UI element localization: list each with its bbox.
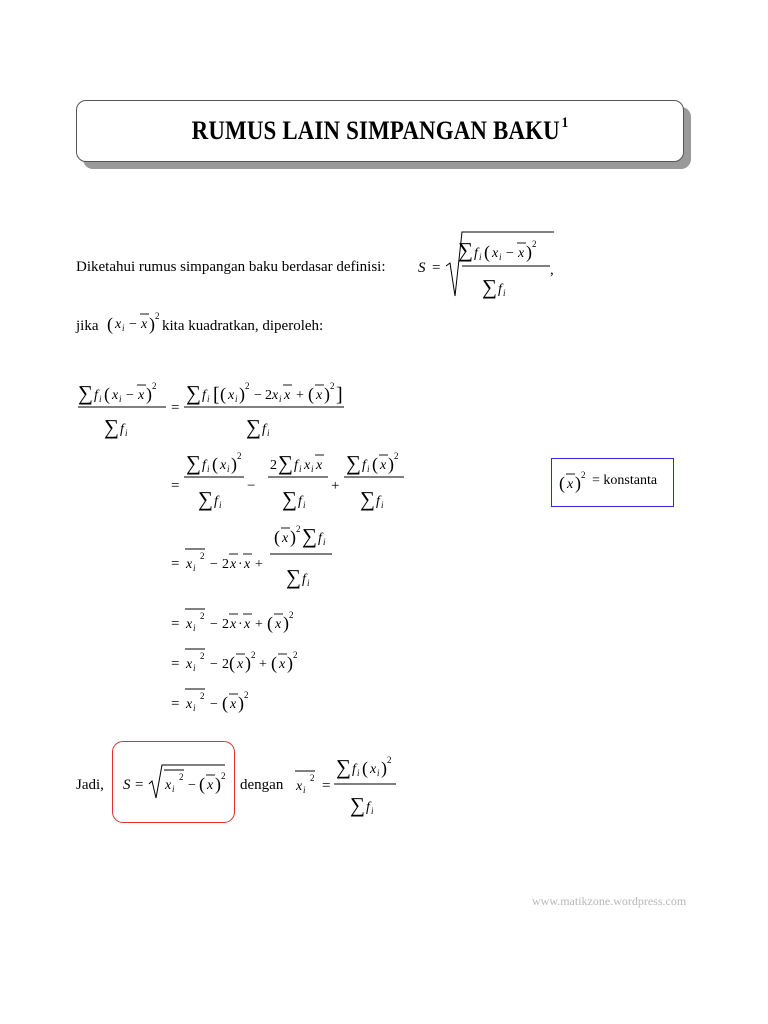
svg-text:x: x — [275, 617, 282, 632]
svg-text:(: ( — [222, 693, 228, 713]
svg-text:(: ( — [229, 653, 235, 673]
svg-text:): ) — [324, 384, 330, 404]
svg-text:x: x — [370, 762, 377, 777]
svg-text:+: + — [255, 617, 263, 632]
footer-url: www.matikzone.wordpress.com — [532, 894, 687, 908]
svg-text:f: f — [202, 388, 206, 403]
step5 — [171, 649, 298, 674]
svg-text:): ) — [287, 653, 293, 673]
svg-text:): ) — [231, 454, 237, 474]
svg-text:∑: ∑ — [346, 451, 361, 475]
svg-text:f: f — [262, 422, 266, 437]
svg-text:x: x — [115, 317, 122, 332]
svg-text:2: 2 — [251, 650, 256, 660]
svg-text:f: f — [302, 572, 306, 587]
svg-text:2: 2 — [200, 611, 205, 621]
jika-prefix: jika — [76, 318, 99, 334]
svg-text:): ) — [575, 473, 581, 493]
svg-text:−: − — [254, 388, 262, 403]
svg-text:): ) — [149, 314, 155, 334]
svg-text:−: − — [247, 478, 256, 494]
svg-text:x: x — [186, 557, 193, 572]
svg-text:i: i — [172, 784, 175, 794]
svg-text:2: 2 — [532, 239, 537, 249]
svg-text:f: f — [202, 458, 206, 473]
svg-text:(: ( — [199, 774, 205, 794]
svg-text:f: f — [362, 458, 366, 473]
svg-text:): ) — [245, 653, 251, 673]
step1-rhs — [184, 381, 344, 439]
svg-text:x: x — [186, 617, 193, 632]
svg-text:i: i — [207, 464, 210, 474]
svg-text:(: ( — [107, 314, 113, 334]
svg-text:i: i — [193, 663, 196, 673]
svg-text:2: 2 — [265, 388, 272, 403]
svg-text:(: ( — [104, 384, 110, 404]
svg-text:(: ( — [274, 527, 280, 547]
page-title: RUMUS LAIN SIMPANGAN BAKU $^1$ — [191, 115, 569, 145]
svg-text:∑: ∑ — [336, 755, 351, 779]
svg-text:2: 2 — [581, 470, 586, 480]
svg-text:i: i — [479, 252, 482, 262]
derivation-steps — [70, 362, 470, 732]
svg-text:(: ( — [372, 454, 378, 474]
svg-text:∑: ∑ — [302, 524, 317, 548]
svg-text:=: = — [171, 400, 180, 416]
svg-text:2: 2 — [245, 381, 250, 391]
svg-text:x: x — [228, 388, 235, 403]
svg-text:2: 2 — [222, 657, 229, 672]
svg-text:∑: ∑ — [286, 565, 301, 589]
svg-text:f: f — [376, 494, 380, 509]
svg-text:x: x — [316, 388, 323, 403]
svg-text:f: f — [318, 531, 322, 546]
svg-text:x: x — [230, 557, 237, 572]
svg-text:·: · — [238, 557, 243, 572]
svg-text:i: i — [119, 394, 122, 404]
svg-text:i: i — [499, 252, 502, 262]
svg-text:x: x — [272, 388, 279, 403]
svg-text:2: 2 — [222, 617, 229, 632]
svg-text:x: x — [230, 697, 237, 712]
svg-text:i: i — [193, 623, 196, 633]
svg-text:∑: ∑ — [278, 451, 293, 475]
svg-text:=: = — [322, 778, 331, 794]
svg-text:∑: ∑ — [78, 381, 93, 405]
dengan-label: dengan — [240, 777, 284, 793]
svg-text:2: 2 — [270, 458, 277, 473]
definition-formula — [412, 222, 562, 302]
svg-text:2: 2 — [244, 690, 249, 700]
svg-text:(: ( — [308, 384, 314, 404]
svg-text:f: f — [366, 800, 370, 815]
intro-text: Diketahui rumus simpangan baku berdasar definisi: — [76, 259, 386, 275]
svg-text:(: ( — [362, 758, 368, 778]
svg-text:−: − — [129, 317, 137, 332]
svg-text:=: = — [135, 777, 144, 793]
svg-text:−: − — [506, 246, 514, 261]
jika-suffix: kita kuadratkan, diperoleh: — [162, 318, 324, 334]
svg-text:2: 2 — [221, 771, 226, 781]
svg-text:x: x — [316, 458, 323, 473]
svg-text:=: = — [171, 556, 180, 572]
svg-text:2: 2 — [155, 311, 160, 321]
svg-text:x: x — [567, 477, 574, 492]
svg-text:S: S — [418, 260, 426, 276]
svg-text:x: x — [220, 458, 227, 473]
svg-text:x: x — [138, 388, 145, 403]
svg-text:=: = — [171, 696, 180, 712]
svg-text:i: i — [219, 500, 222, 510]
svg-text:i: i — [122, 323, 125, 333]
svg-text:i: i — [99, 394, 102, 404]
svg-text:i: i — [193, 563, 196, 573]
svg-text:x: x — [237, 657, 244, 672]
svg-text:∑: ∑ — [458, 238, 473, 262]
svg-text:x: x — [304, 458, 311, 473]
xi-squared-mean-formula — [292, 748, 412, 820]
svg-text:∑: ∑ — [350, 793, 365, 817]
svg-text:x: x — [279, 657, 286, 672]
svg-text:x: x — [518, 246, 525, 261]
svg-text:2: 2 — [179, 772, 184, 782]
svg-text:f: f — [352, 762, 356, 777]
svg-text:x: x — [282, 531, 289, 546]
svg-text:f: f — [474, 246, 478, 261]
svg-text:i: i — [235, 394, 238, 404]
svg-text:−: − — [210, 557, 218, 572]
svg-text:i: i — [311, 464, 314, 474]
svg-text:): ) — [283, 613, 289, 633]
svg-text:i: i — [303, 500, 306, 510]
svg-text:−: − — [210, 697, 218, 712]
svg-text:): ) — [526, 242, 532, 262]
svg-text:i: i — [303, 785, 306, 795]
svg-text:2: 2 — [152, 381, 157, 391]
svg-text:x: x — [186, 697, 193, 712]
svg-text:x: x — [380, 458, 387, 473]
svg-text:i: i — [227, 464, 230, 474]
svg-text:): ) — [381, 758, 387, 778]
konstanta-note-box — [551, 458, 674, 507]
svg-text:x: x — [230, 617, 237, 632]
svg-text:f: f — [214, 494, 218, 509]
jadi-label: Jadi, — [76, 777, 104, 793]
svg-text:=: = — [171, 656, 180, 672]
deviation-term — [106, 306, 162, 340]
svg-text:+: + — [259, 657, 267, 672]
svg-text:i: i — [323, 537, 326, 547]
svg-text:∑: ∑ — [186, 451, 201, 475]
svg-text:): ) — [388, 454, 394, 474]
svg-text:i: i — [371, 806, 374, 816]
svg-text:2: 2 — [310, 773, 315, 783]
svg-text:∑: ∑ — [198, 487, 213, 511]
svg-text:f: f — [120, 422, 124, 437]
svg-text:[: [ — [213, 384, 220, 406]
svg-text:∑: ∑ — [246, 415, 261, 439]
svg-text:2: 2 — [387, 755, 392, 765]
svg-text:+: + — [331, 478, 340, 494]
svg-text:f: f — [294, 458, 298, 473]
svg-text:x: x — [244, 557, 251, 572]
svg-text:2: 2 — [330, 381, 335, 391]
svg-text:=: = — [432, 260, 441, 276]
step4 — [171, 609, 294, 634]
step3 — [171, 524, 332, 589]
svg-text:2: 2 — [200, 551, 205, 561]
svg-text:2: 2 — [200, 691, 205, 701]
svg-text:i: i — [307, 578, 310, 588]
svg-text:=: = — [171, 478, 180, 494]
svg-text:]: ] — [336, 384, 343, 406]
svg-text:i: i — [207, 394, 210, 404]
result-formula — [119, 756, 229, 806]
svg-text:): ) — [238, 693, 244, 713]
svg-text:2: 2 — [237, 451, 242, 461]
svg-text:i: i — [367, 464, 370, 474]
svg-text:·: · — [238, 617, 243, 632]
svg-text:i: i — [503, 288, 506, 298]
step2 — [171, 451, 404, 511]
intro-comma: , — [550, 262, 554, 278]
svg-text:2: 2 — [200, 651, 205, 661]
svg-text:∑: ∑ — [360, 487, 375, 511]
svg-text:2: 2 — [394, 451, 399, 461]
svg-text:): ) — [239, 384, 245, 404]
svg-text:i: i — [125, 428, 128, 438]
svg-text:−: − — [210, 657, 218, 672]
svg-text:−: − — [126, 388, 134, 403]
svg-text:S: S — [123, 777, 131, 793]
svg-text:2: 2 — [289, 610, 294, 620]
svg-text:x: x — [186, 657, 193, 672]
svg-text:=: = — [171, 616, 180, 632]
svg-text:i: i — [279, 394, 282, 404]
svg-text:∑: ∑ — [186, 381, 201, 405]
svg-text:x: x — [165, 778, 172, 793]
svg-text:(: ( — [220, 384, 226, 404]
svg-text:x: x — [296, 779, 303, 794]
svg-text:x: x — [284, 388, 291, 403]
svg-text:(: ( — [212, 454, 218, 474]
svg-text:x: x — [112, 388, 119, 403]
svg-text:): ) — [146, 384, 152, 404]
svg-text:x: x — [492, 246, 499, 261]
svg-text:): ) — [215, 774, 221, 794]
svg-text:): ) — [290, 527, 296, 547]
svg-text:(: ( — [559, 473, 565, 493]
svg-text:∑: ∑ — [104, 415, 119, 439]
svg-text:∑: ∑ — [482, 275, 497, 299]
result-highlight-box — [112, 741, 235, 823]
svg-text:i: i — [267, 428, 270, 438]
svg-text:i: i — [381, 500, 384, 510]
svg-text:x: x — [141, 317, 148, 332]
svg-text:∑: ∑ — [282, 487, 297, 511]
svg-text:x: x — [244, 617, 251, 632]
svg-text:2: 2 — [296, 524, 301, 534]
svg-text:f: f — [498, 282, 502, 297]
xbar-squared — [558, 467, 588, 497]
svg-text:−: − — [210, 617, 218, 632]
svg-text:+: + — [296, 388, 304, 403]
svg-text:f: f — [298, 494, 302, 509]
title-box — [76, 100, 684, 162]
svg-text:+: + — [255, 557, 263, 572]
step1-lhs — [78, 381, 166, 439]
svg-text:2: 2 — [293, 650, 298, 660]
svg-text:i: i — [357, 768, 360, 778]
svg-text:2: 2 — [222, 557, 229, 572]
svg-text:i: i — [299, 464, 302, 474]
svg-text:i: i — [193, 703, 196, 713]
svg-text:(: ( — [267, 613, 273, 633]
title-footnote-marker: 1 — [561, 115, 569, 131]
svg-text:i: i — [377, 768, 380, 778]
svg-text:x: x — [207, 778, 214, 793]
svg-text:(: ( — [484, 242, 490, 262]
svg-text:−: − — [188, 778, 196, 793]
svg-text:(: ( — [271, 653, 277, 673]
step6 — [171, 689, 249, 714]
svg-text:f: f — [94, 388, 98, 403]
konstanta-label: = konstanta — [592, 473, 658, 488]
